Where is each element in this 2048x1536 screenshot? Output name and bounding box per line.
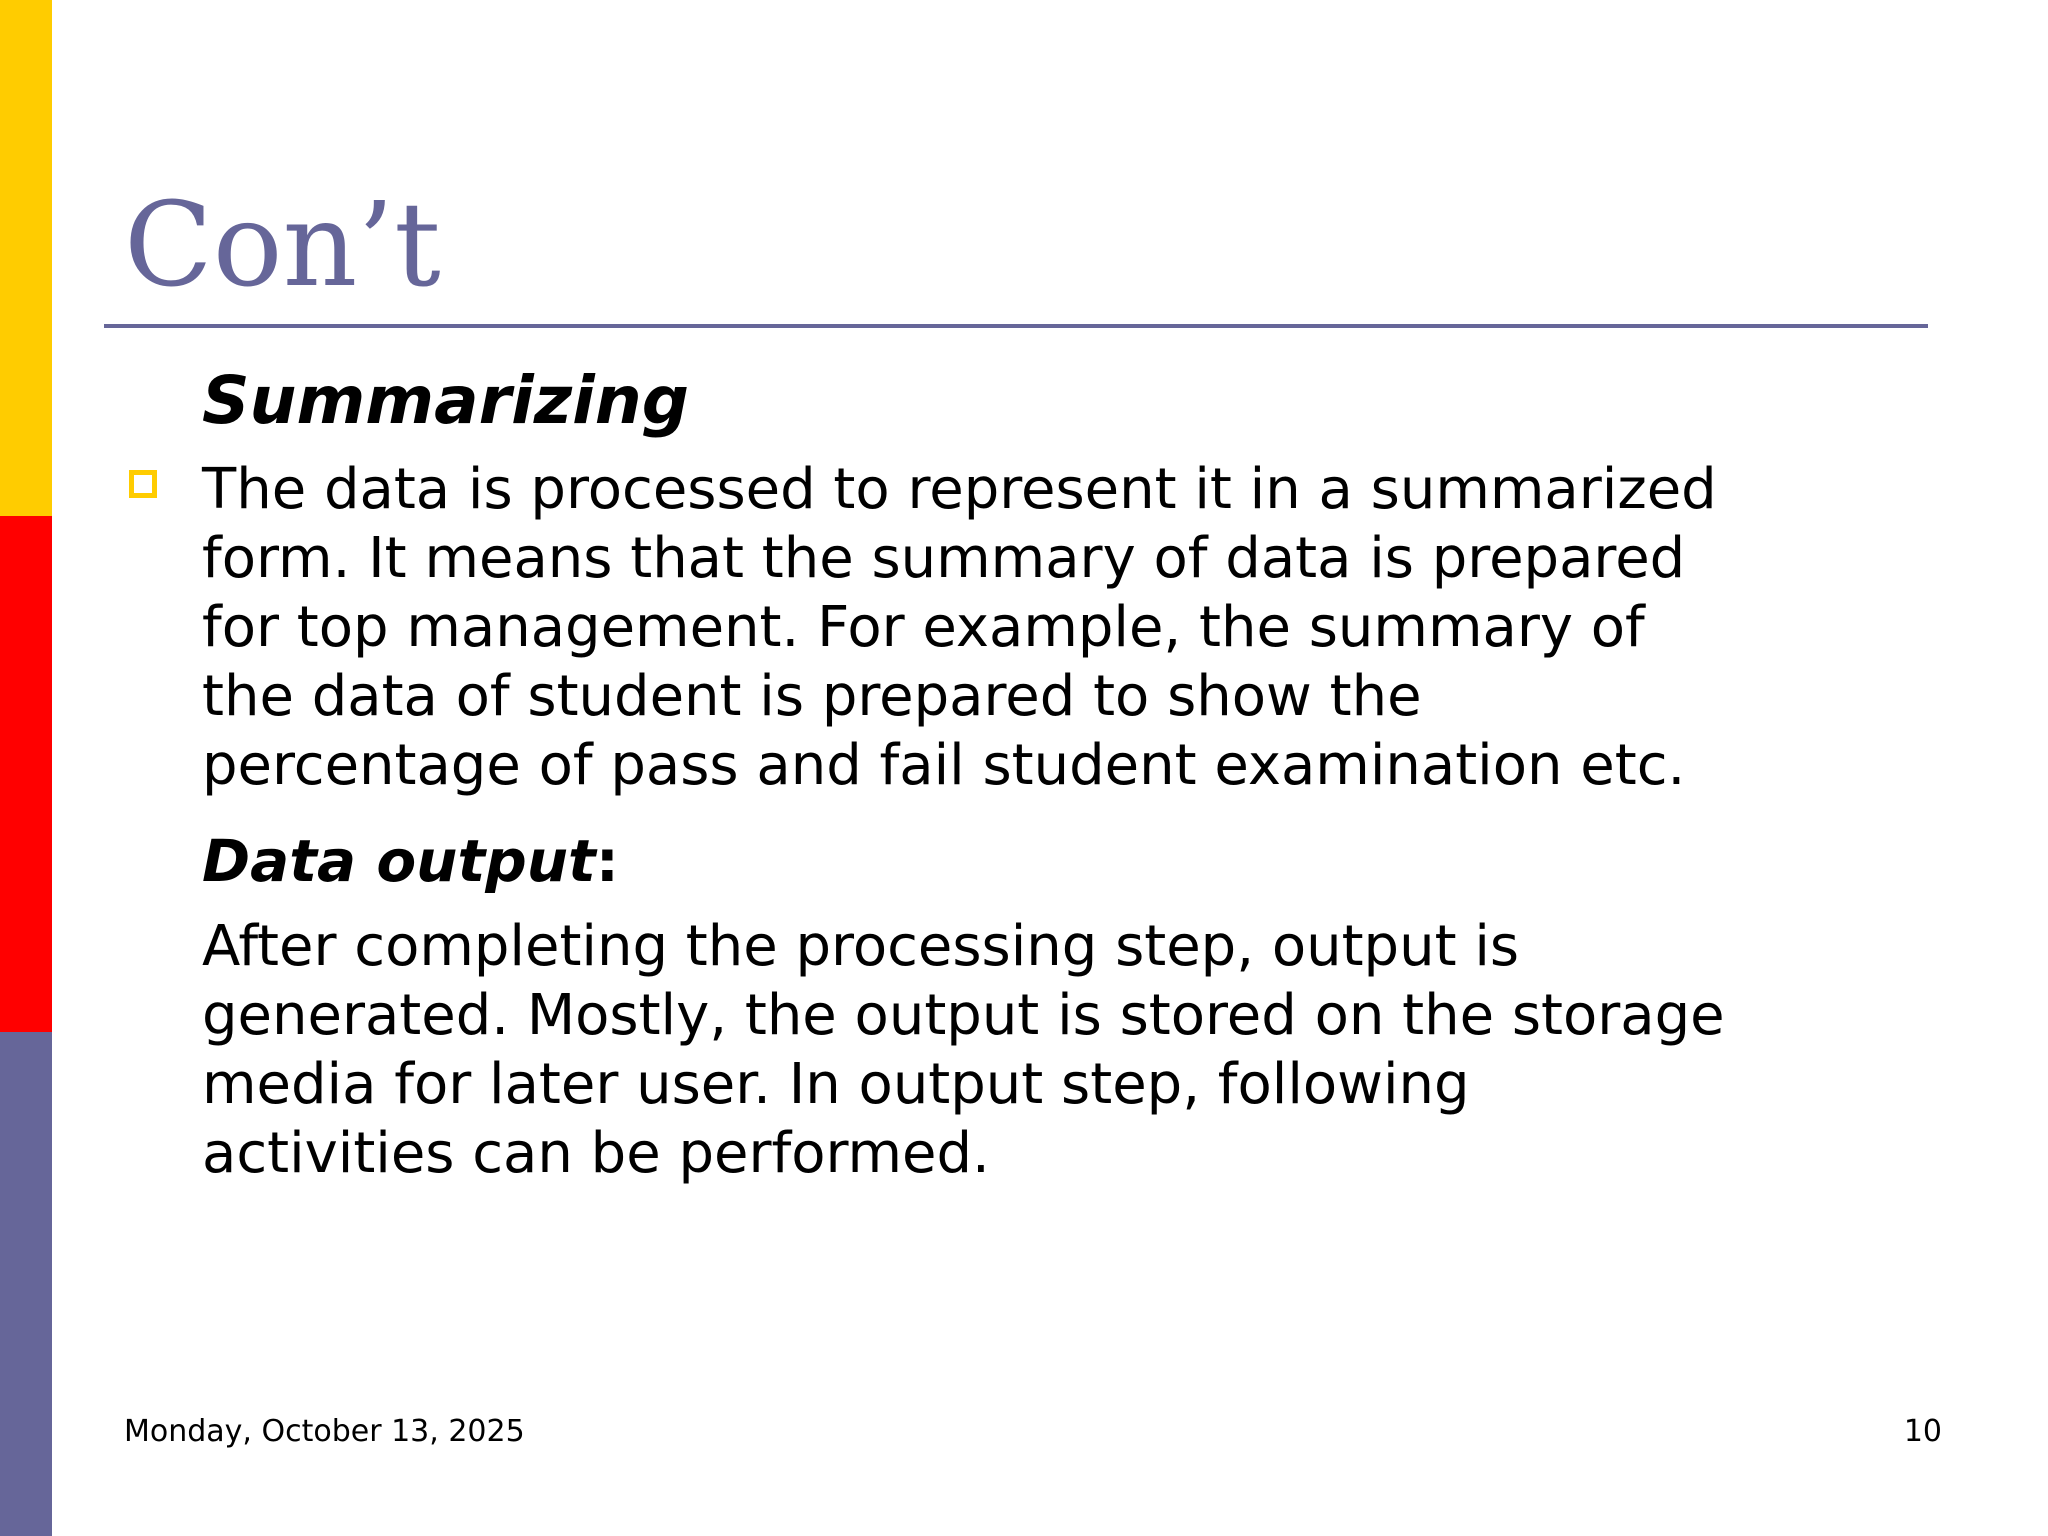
data-output-heading xyxy=(202,826,619,896)
paragraph-line: generated. Mostly, the output is stored on the storage xyxy=(202,983,1725,1048)
paragraph-line: form. It means that the summary of data is prepared xyxy=(202,526,1686,591)
paragraph-line: media for later user. In output step, following xyxy=(202,1052,1470,1117)
summarizing-paragraph xyxy=(202,455,1922,800)
paragraph-line: activities can be performed. xyxy=(202,1121,990,1186)
data-output-heading-colon: : xyxy=(595,827,619,895)
paragraph-line: the data of student is prepared to show the xyxy=(202,664,1422,729)
accent-stripe-yellow xyxy=(0,0,52,516)
footer-date: Monday, October 13, 2025 xyxy=(124,1414,525,1449)
paragraph-line: percentage of pass and fail student examination etc. xyxy=(202,733,1686,798)
footer-page-number: 10 xyxy=(1903,1414,1942,1449)
paragraph-line: for top management. For example, the summary of xyxy=(202,595,1645,660)
paragraph-line: The data is processed to represent it in a summarized xyxy=(202,457,1717,522)
title-divider xyxy=(104,324,1928,328)
accent-stripe-purple xyxy=(0,1032,52,1536)
paragraph-line: After completing the processing step, output is xyxy=(202,914,1520,979)
data-output-heading-text: Data output xyxy=(202,827,596,895)
accent-stripe-red xyxy=(0,516,52,1032)
hollow-square-icon xyxy=(129,470,157,498)
slide-title: Con’t xyxy=(124,178,441,313)
data-output-paragraph xyxy=(202,912,1922,1188)
summarizing-heading: Summarizing xyxy=(202,362,690,439)
